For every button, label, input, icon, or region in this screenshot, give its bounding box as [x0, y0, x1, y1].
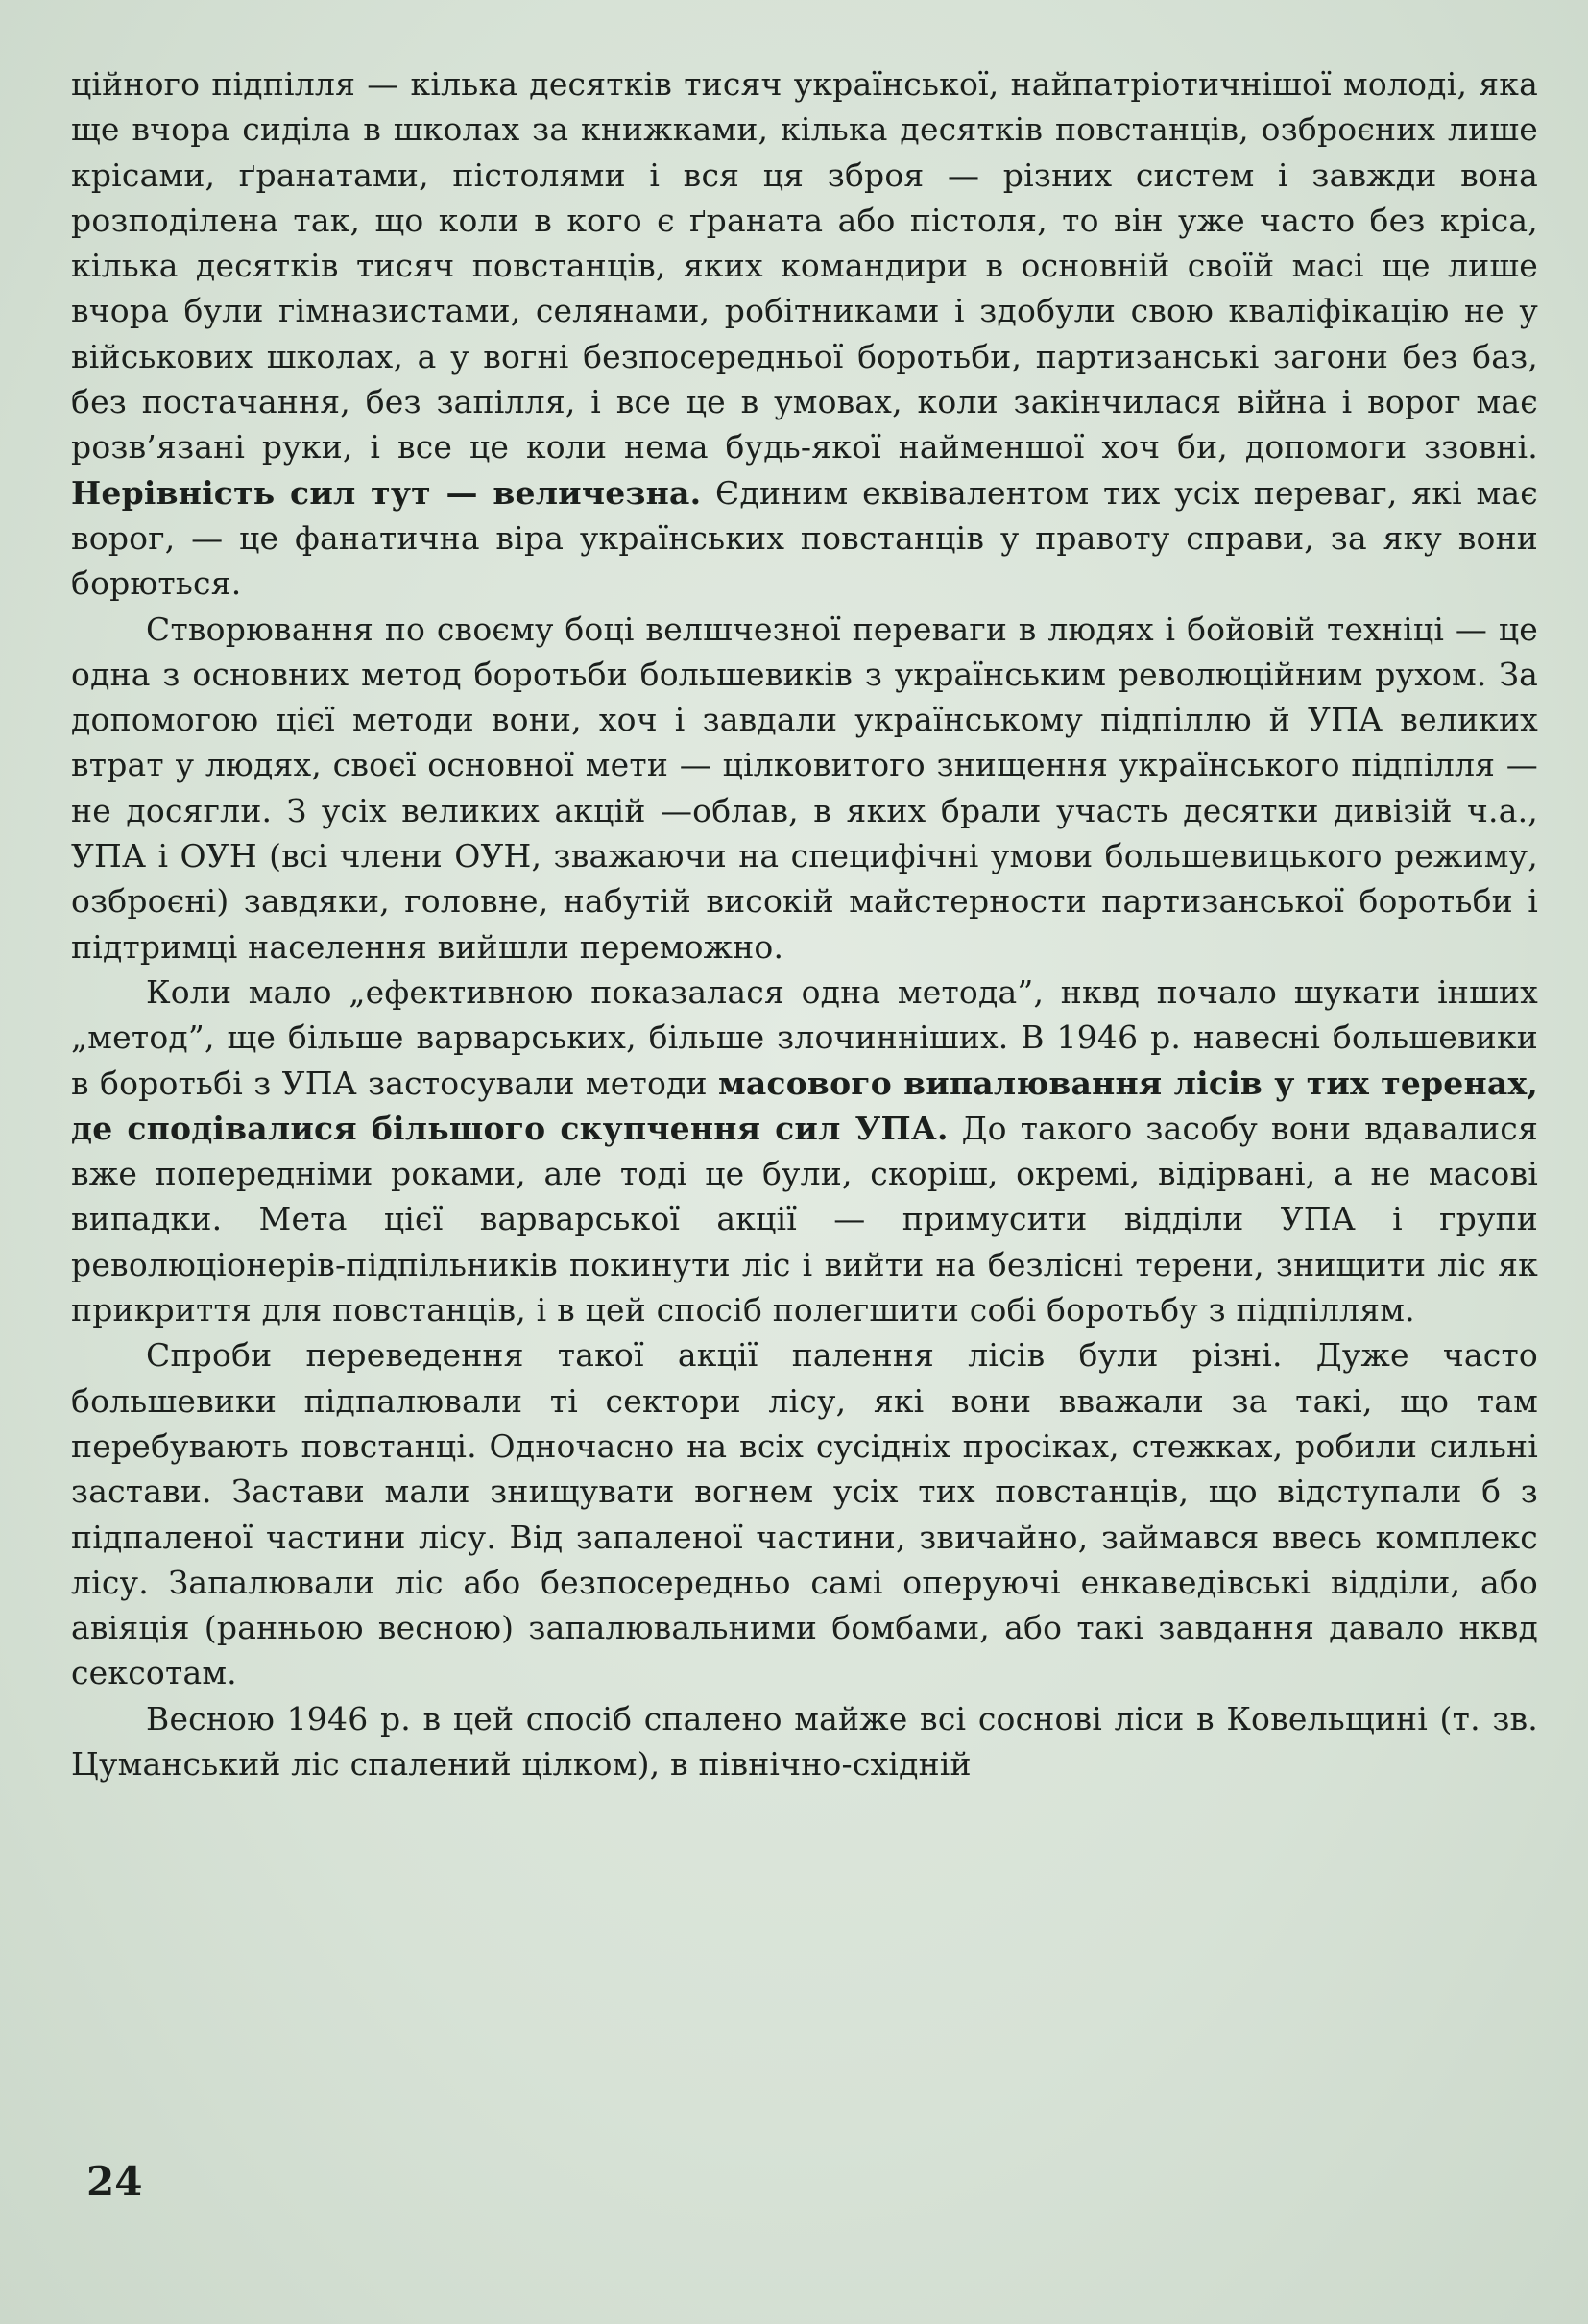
paragraph-1-text-end: Єдиним еквівалентом тих усіх переваг, які має ворог, — це фанатична віра українських повстанців у правоту справи, за яку вони борються. — [71, 473, 1538, 603]
paragraph-3-emphasis: масового випалювання лісів у тих теренах, де сподівалися більшого скупчення сил УПА. — [71, 1064, 1539, 1147]
paragraph-3 — [71, 970, 1538, 1332]
paragraph-5-text: Весною 1946 р. в цей спосіб спалено майже всі соснові ліси в Ковельщині (т. зв. Цуманський ліс спалений цілком), в північно-східній — [71, 1699, 1538, 1783]
paragraph-3-text-end: До такого засобу вони вдавалися вже попередніми роками, але тоді це були, скоріш, окремі, відірвані, а не масові випадки. Мета цієї варварської акції — примусити відділи УПА і групи революціонерів-підпільників покинути ліс і вийти на безлісні терени, знищити ліс як прикриття для повстанців, і в цей спосіб полегшити собі боротьбу з підпіллям. — [71, 1109, 1538, 1330]
page-number: 24 — [86, 2158, 143, 2205]
paragraph-4 — [71, 1332, 1538, 1695]
paragraph-1-emphasis: Нерівність сил тут — величезна. — [71, 473, 702, 512]
paragraph-4-text: Спроби переведення такої акції палення лісів були різні. Дуже часто большевики підпалювали ті сектори лісу, які вони вважали за такі, що там перебувають повстанці. Одночасно на всіх сусідніх просіках, стежках, робили сильні застави. Застави мали знищувати вогнем усіх тих повстанців, що відступали б з підпаленої частини лісу. Від запаленої частини, звичайно, займався ввесь комплекс лісу. Запалювали ліс або безпосередньо самі оперуючі енкаведівські відділи, або авіяція (ранньою весною) запалювальними бомбами, або такі завдання давало нквд сексотам. — [71, 1336, 1538, 1692]
body-text — [71, 61, 1538, 1786]
paragraph-5 — [71, 1696, 1538, 1787]
paragraph-1-text: ційного підпілля — кілька десятків тисяч української, найпатріотичнішої молоді, яка ще вчора сиділа в школах за книжками, кілька десятків повстанців, озброєних лише крісами, ґранатами, пістолями і вся ця зброя — різних систем і завжди вона розподілена так, що коли в кого є ґраната або пістоля, то він уже часто без кріса, кілька десятків тисяч повстанців, яких командири в основній своїй масі ще лише вчора були гімназистами, селянами, робітниками і здобули свою кваліфікацію не у військових школах, а у вогні безпосередньої боротьби, партизанські загони без баз, без постачання, без запілля, і все це в умовах, коли закінчилася війна і ворог має розв’язані руки, і все це коли нема будь-якої найменшої хоч би, допомоги ззовні. — [71, 65, 1538, 467]
paragraph-3-text: Коли мало „ефективною показалася одна метода”, нквд почало шукати інших „метод”, ще більше варварських, більше злочинніших. В 1946 р. навесні большевики в боротьбі з УПА застосували методи — [71, 972, 1538, 1102]
paragraph-2 — [71, 607, 1538, 970]
paragraph-1 — [71, 61, 1538, 607]
paragraph-2-text: Створювання по своєму боці велшчезної переваги в людях і бойовій техніці — це одна з основних метод боротьби большевиків з українським революційним рухом. За допомогою цієї методи вони, хоч і завдали українському підпіллю й УПА великих втрат у людях, своєї основної мети — цілковитого знищення українського підпілля — не досягли. З усіх великих акцій —облав, в яких брали участь десятки дивізій ч.а., УПА і ОУН (всі члени ОУН, зважаючи на специфічні умови большевицького режиму, озброєні) завдяки, головне, набутій високій майстерности партизанської боротьби і підтримці населення вийшли переможно. — [71, 610, 1538, 966]
